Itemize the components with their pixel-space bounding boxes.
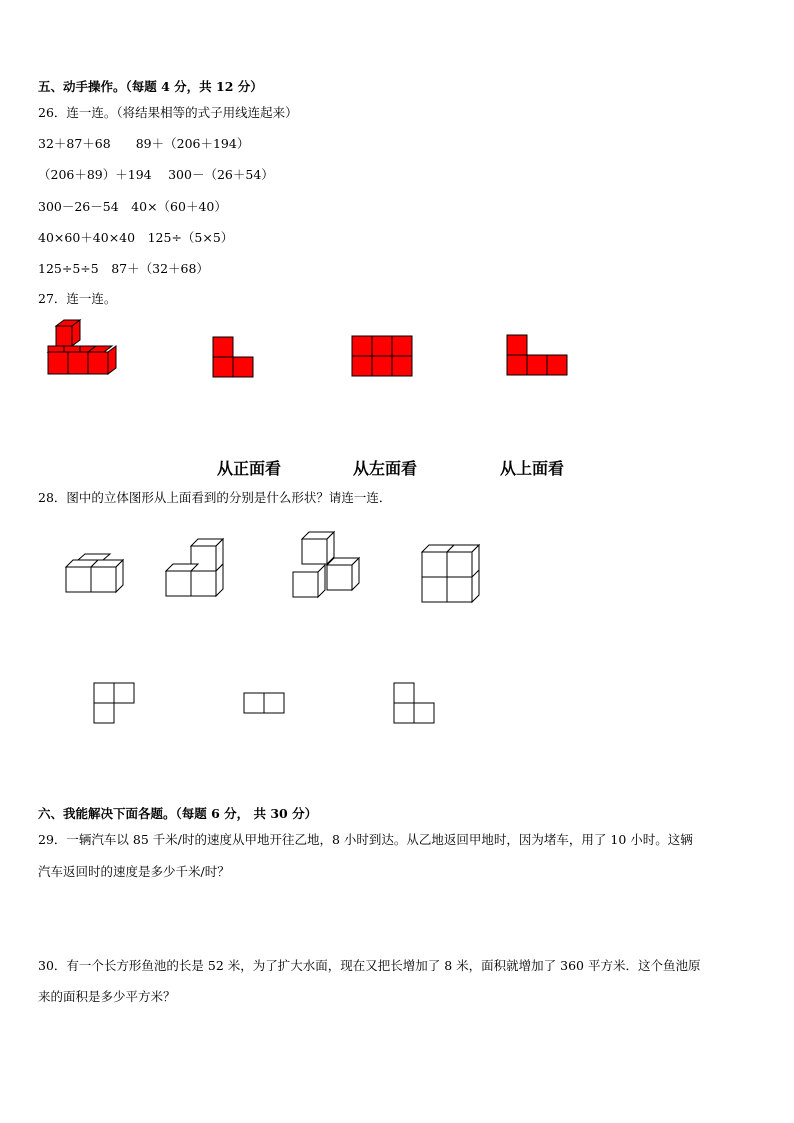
q28-top-view-3 bbox=[393, 682, 437, 724]
q29-line-1: 29．一辆汽车以 85 千米/时的速度从甲地开往乙地，8 小时到达。从乙地返回甲地时，因为堵车，用了 10 小时。这辆 bbox=[38, 832, 693, 847]
view-label-top: 从上面看 bbox=[500, 459, 565, 478]
q26-row-3: 300－26－54 40×（60＋40） bbox=[38, 199, 227, 214]
q28-solid-1 bbox=[64, 550, 126, 596]
view-label-front: 从正面看 bbox=[217, 459, 282, 478]
q28-top-view-2 bbox=[243, 692, 287, 715]
q26-title: 26．连一连。（将结果相等的式子用线连起来） bbox=[38, 105, 298, 120]
q30-line-2: 来的面积是多少平方米？ bbox=[38, 989, 176, 1004]
section5-heading: 五、动手操作。（每题 4 分，共 12 分） bbox=[38, 79, 263, 94]
q28-top-view-1 bbox=[93, 682, 137, 724]
q27-solid-figure bbox=[40, 320, 130, 385]
q29-line-2: 汽车返回时的速度是多少千米/时？ bbox=[38, 864, 230, 879]
q28-solid-3 bbox=[290, 530, 362, 602]
q26-row-5: 125÷5÷5 87＋（32＋68） bbox=[38, 261, 209, 276]
q27-view-shape-1 bbox=[212, 336, 256, 378]
q26-row-2: （206＋89）＋194 300－（26＋54） bbox=[38, 167, 274, 182]
q27-view-shape-2 bbox=[351, 335, 413, 377]
q28-solid-4 bbox=[420, 543, 484, 605]
q26-row-4: 40×60＋40×40 125÷（5×5） bbox=[38, 230, 234, 245]
q28-title: 28．图中的立体图形从上面看到的分别是什么形状？请连一连． bbox=[38, 490, 392, 505]
q27-title: 27．连一连。 bbox=[38, 291, 117, 306]
q30-line-1: 30．有一个长方形鱼池的长是 52 米，为了扩大水面，现在又把长增加了 8 米，面积就增加了 360 平方米．这个鱼池原 bbox=[38, 958, 701, 973]
view-label-left: 从左面看 bbox=[353, 459, 418, 478]
q27-view-shape-3 bbox=[506, 334, 568, 376]
q26-row-1: 32＋87＋68 89＋（206＋194） bbox=[38, 136, 250, 151]
section6-heading: 六、我能解决下面各题。（每题 6 分， 共 30 分） bbox=[38, 806, 318, 821]
q28-solid-2 bbox=[164, 537, 228, 599]
